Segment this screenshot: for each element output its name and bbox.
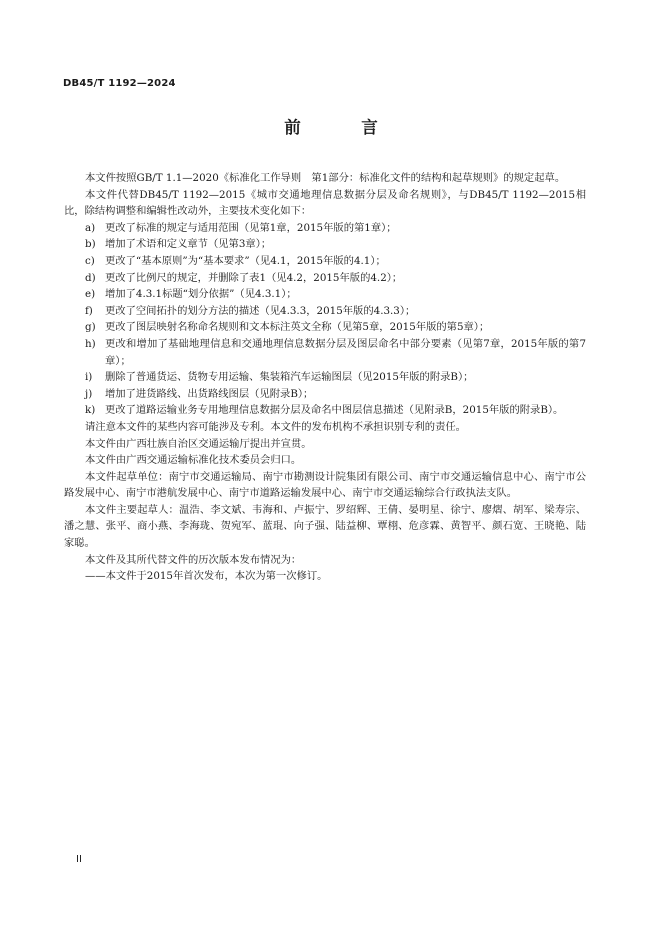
list-marker: h): [85, 337, 96, 350]
paragraph-history-item: ——本文件于2015年首次发布，本次为第一次修订。: [85, 570, 328, 583]
list-marker: d): [85, 271, 96, 284]
list-marker: f): [85, 304, 93, 317]
page-number: II: [76, 854, 82, 865]
list-item-text: 更改了标准的规定与适用范围（见第1章，2015年版的第1章）；: [105, 221, 397, 234]
paragraph-patent-notice: 请注意本文件的某些内容可能涉及专利。本文件的发布机构不承担识别专利的责任。: [85, 420, 466, 433]
list-marker: g): [85, 321, 96, 334]
list-item-text: 更改了空间拓扑的划分方法的描述（见4.3.3，2015年版的4.3.3）；: [105, 304, 416, 317]
list-item: [85, 369, 586, 386]
list-marker: c): [85, 254, 95, 267]
list-item-text: 增加了术语和定义章节（见第3章）；: [105, 238, 272, 251]
paragraph-drafting-units: 本文件起草单位：南宁市交通运输局、南宁市勘测设计院集团有限公司、南宁市交通运输信息中心、南宁市公路发展中心、南宁市港航发展中心、南宁市道路运输发展中心、南宁市交通运输综合行政执法支队。: [64, 470, 586, 500]
list-item-text: 更改了“基本原则”为“基本要求”（见4.1，2015年版的4.1）；: [105, 254, 386, 267]
list-marker: j): [85, 387, 93, 400]
document-code: DB45/T 1192—2024: [63, 78, 176, 89]
list-item: [85, 253, 586, 270]
list-item-text: 更改了比例尺的规定，并删除了表1（见4.2，2015年版的4.2）；: [105, 271, 403, 284]
list-item-text: 增加了4.3.1标题“划分依据”（见4.3.1）；: [105, 288, 297, 301]
page-title: 前 言: [284, 118, 400, 137]
list-item: [85, 402, 586, 419]
list-marker: i): [85, 371, 93, 384]
paragraph-replacement: 本文件代替DB45/T 1192—2015《城市交通地理信息数据分层及命名规则》，与DB45/T 1192—2015相比，除结构调整和编辑性改动外，主要技术变化如下：: [64, 188, 586, 218]
list-item-text: 更改和增加了基础地理信息和交通地理信息数据分层及图层命名中部分要素（见第7章，2015年版的第7章）；: [105, 337, 586, 367]
list-item: [85, 286, 586, 303]
paragraph-proposer: 本文件由广西壮族自治区交通运输厅提出并宣贯。: [85, 437, 312, 450]
list-marker: b): [85, 238, 96, 251]
list-item: [85, 336, 586, 369]
paragraph-drafting-rules: 本文件按照GB/T 1.1—2020《标准化工作导则 第1部分：标准化文件的结构和起草规则》的规定起草。: [85, 172, 566, 184]
paragraph-committee: 本文件由广西交通运输标准化技术委员会归口。: [85, 454, 302, 467]
list-item: [85, 236, 586, 253]
list-item: [85, 220, 586, 237]
list-item-text: 增加了进货路线、出货路线图层（见附录B）；: [105, 387, 314, 400]
list-item: [85, 303, 586, 320]
list-marker: a): [85, 221, 96, 234]
paragraph-history-intro: 本文件及其所代替文件的历次版本发布情况为：: [85, 553, 302, 566]
changes-list: [64, 220, 586, 419]
list-item: [85, 319, 586, 336]
list-item-text: 删除了普通货运、货物专用运输、集装箱汽车运输图层（见2015年版的附录B）；: [105, 371, 474, 384]
list-item-text: 更改了图层映射名称命名规则和文本标注英文全称（见第5章，2015年版的第5章）；: [105, 321, 490, 334]
foreword-body: [64, 170, 586, 585]
list-marker: k): [85, 404, 96, 417]
list-marker: e): [85, 288, 96, 301]
list-item-text: 更改了道路运输业务专用地理信息数据分层及命名中图层信息描述（见附录B，2015年版的附录B）。: [105, 404, 564, 417]
list-item: [85, 270, 586, 287]
list-item: [85, 386, 586, 403]
paragraph-drafters: 本文件主要起草人：温浩、李文斌、韦海和、卢振宁、罗绍辉、王倩、晏明星、徐宁、廖熠、胡军、梁寿宗、潘之慧、张平、商小燕、李海珑、贺宛军、蓝琨、向子强、陆益柳、覃栩、危彦霖、黄智平、颜石宽、王晓艳、陆家聪。: [64, 503, 586, 550]
